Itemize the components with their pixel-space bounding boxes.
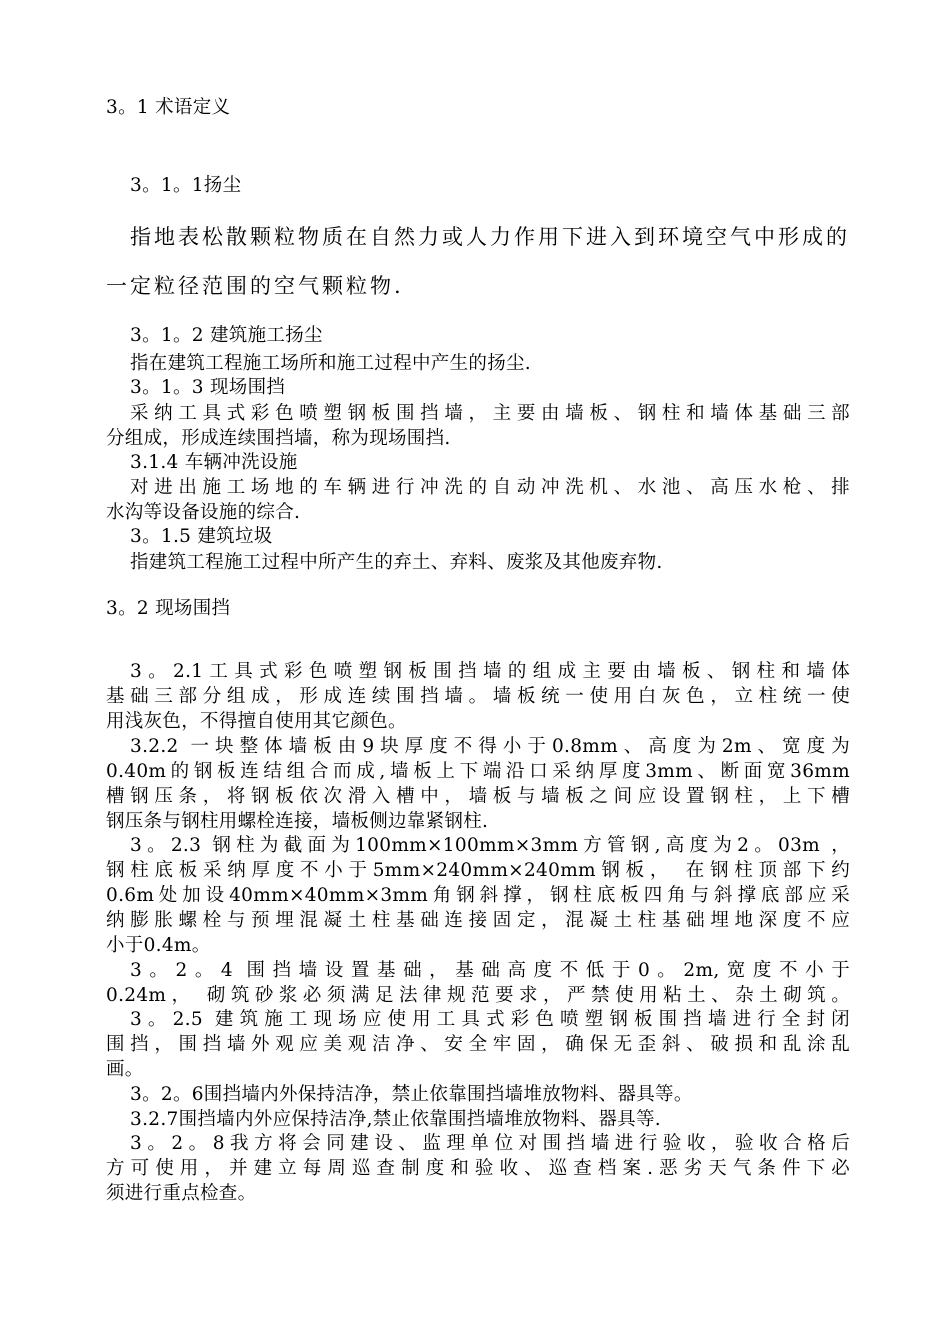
paragraph-line: 指地表松散颗粒物质在自然力或人力作用下进入到环境空气中形成的 [130, 225, 850, 249]
paragraph-line: 3。2。4 围挡墙设置基础，基础高度不低于0。2m,宽度不小于 [130, 960, 850, 981]
paragraph-line: 指在建筑工程施工场所和施工过程中产生的扬尘. [130, 353, 531, 374]
paragraph-line: 纳膨胀螺栓与预埋混凝土柱基础连接固定，混凝土柱基础埋地深度不应 [106, 910, 850, 931]
paragraph-line: 采纳工具式彩色喷塑钢板围挡墙，主要由墙板、钢柱和墙体基础三部 [130, 403, 850, 424]
paragraph-line: 方可使用，并建立每周巡查制度和验收、巡查档案.恶劣天气条件下必 [106, 1158, 850, 1179]
subsection-heading-3-1-4: 3.1.4 车辆冲洗设施 [130, 452, 298, 473]
paragraph-line: 一定粒径范围的空气颗粒物. [106, 274, 404, 298]
paragraph-line: 3.2.7围挡墙内外应保持洁净,禁止依靠围挡墙堆放物料、器具等. [130, 1109, 661, 1130]
subsection-heading-3-1-3: 3。1。3 现场围挡 [130, 377, 286, 398]
paragraph-line: 3.2.2 一块整体墙板由9块厚度不得小于0.8mm、高度为2m、宽度为 [130, 736, 850, 757]
paragraph-line: 槽钢压条，将钢板依次滑入槽中，墙板与墙板之间应设置钢柱，上下槽 [106, 786, 850, 807]
paragraph-line: 须进行重点检查。 [106, 1183, 257, 1204]
paragraph-line: 0.24m， 砌筑砂浆必须满足法律规范要求，严禁使用粘土、杂土砌筑。 [106, 985, 850, 1006]
paragraph-line: 对进出施工场地的车辆进行冲洗的自动冲洗机、水池、高压水枪、排 [130, 477, 850, 498]
subsection-heading-3-1-5: 3。1.5 建筑垃圾 [130, 526, 273, 547]
subsection-heading-3-1-2: 3。1。2 建筑施工扬尘 [130, 325, 323, 346]
paragraph-line: 围挡，围挡墙外观应美观洁净、安全牢固，确保无歪斜、破损和乱涂乱 [106, 1034, 850, 1055]
paragraph-line: 水沟等设备设施的综合. [106, 502, 301, 523]
paragraph-line: 指建筑工程施工过程中所产生的弃土、弃料、废浆及其他废弃物. [130, 552, 663, 573]
paragraph-line: 画。 [106, 1059, 144, 1080]
paragraph-line: 分组成，形成连续围挡墙，称为现场围挡. [106, 428, 451, 449]
section-heading-3-2: 3。2 现场围挡 [106, 598, 231, 619]
paragraph-line: 3。2。6围挡墙内外保持洁净，禁止依靠围挡墙堆放物料、器具等。 [130, 1084, 693, 1105]
paragraph-line: 3。2.3 钢柱为截面为100mm×100mm×3mm方管钢,高度为2。03m ， [130, 835, 850, 856]
subsection-heading-3-1-1: 3。1。1扬尘 [130, 175, 242, 196]
paragraph-line: 基础三部分组成，形成连续围挡墙。墙板统一使用白灰色，立柱统一使 [106, 686, 850, 707]
paragraph-line: 用浅灰色，不得擅自使用其它颜色。 [106, 711, 407, 732]
paragraph-line: 3。2.1工具式彩色喷塑钢板围挡墙的组成主要由墙板、钢柱和墙体 [130, 661, 850, 682]
paragraph-line: 0.40m的钢板连结组合而成,墙板上下端沿口采纳厚度3mm、断面宽36mm [106, 761, 850, 782]
paragraph-line: 钢压条与钢柱用螺栓连接，墙板侧边靠紧钢柱. [106, 811, 489, 832]
section-heading-3-1: 3。1 术语定义 [106, 97, 231, 118]
paragraph-line: 3。2.5 建筑施工现场应使用工具式彩色喷塑钢板围挡墙进行全封闭 [130, 1009, 850, 1030]
paragraph-line: 小于0.4m。 [106, 935, 211, 956]
paragraph-line: 3。2。8我方将会同建设、监理单位对围挡墙进行验收，验收合格后 [130, 1133, 850, 1154]
paragraph-line: 钢柱底板采纳厚度不小于5mm×240mm×240mm钢板， 在钢柱顶部下约 [106, 860, 850, 881]
paragraph-line: 0.6m处加设40mm×40mm×3mm角钢斜撑，钢柱底板四角与斜撑底部应采 [106, 885, 850, 906]
